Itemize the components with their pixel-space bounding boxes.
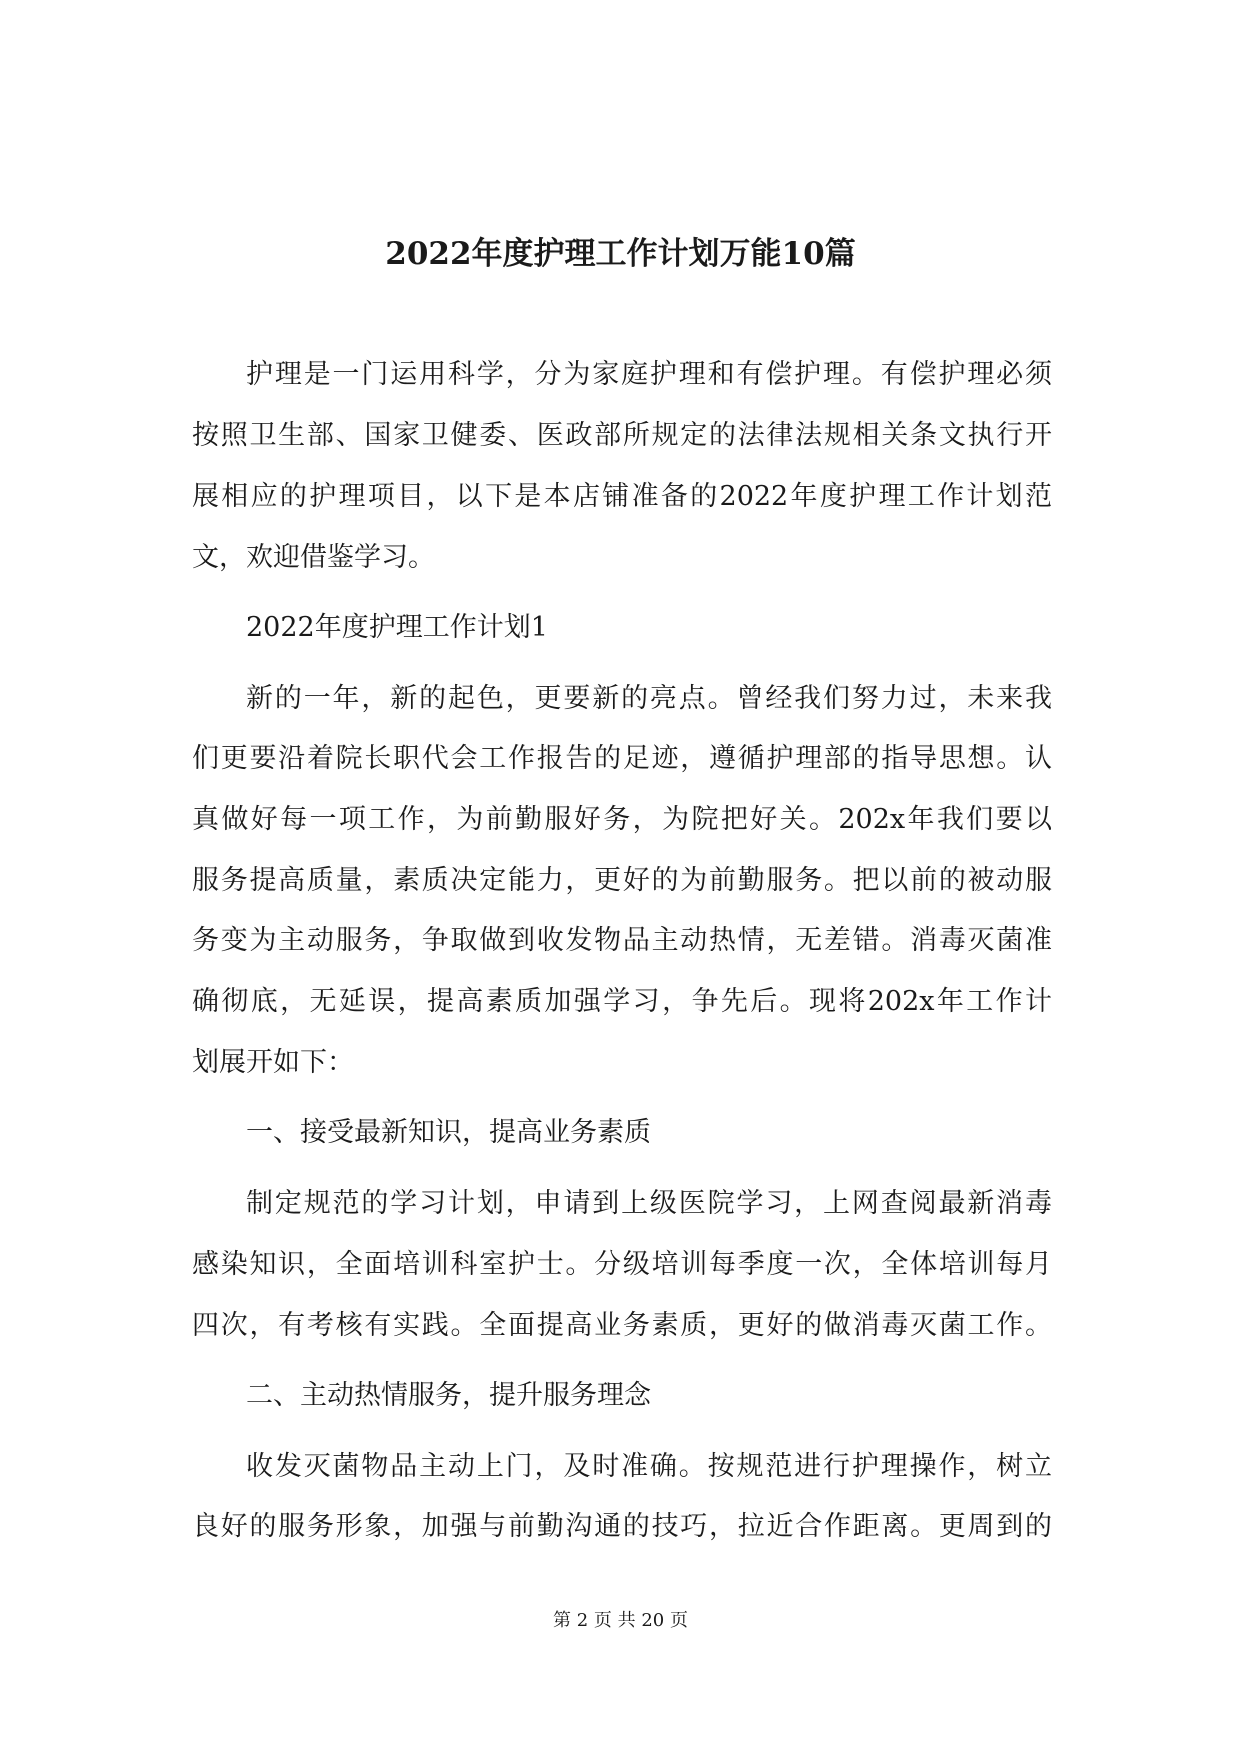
- text-line: 良好的服务形象，加强与前勤沟通的技巧，拉近合作距离。更周到的: [192, 1511, 1052, 1542]
- text-line: 感染知识，全面培训科室护士。分级培训每季度一次，全体培训每月: [192, 1249, 1052, 1280]
- text-line: 护理是一门运用科学，分为家庭护理和有偿护理。有偿护理必须: [246, 359, 1052, 390]
- page-title: 2022年度护理工作计划万能10篇: [385, 236, 856, 272]
- text-line: 们更要沿着院长职代会工作报告的足迹，遵循护理部的指导思想。认: [192, 743, 1052, 774]
- text-line: 新的一年，新的起色，更要新的亮点。曾经我们努力过，未来我: [246, 683, 1052, 714]
- text-line: 文，欢迎借鉴学习。: [192, 542, 435, 573]
- page-footer: 第 2 页 共 20 页: [553, 1610, 688, 1631]
- text-line: 展相应的护理项目，以下是本店铺准备的2022年度护理工作计划范: [192, 481, 1052, 512]
- text-line: 四次，有考核有实践。全面提高业务素质，更好的做消毒灭菌工作。: [192, 1310, 1052, 1341]
- section-heading: 一、接受最新知识，提高业务素质: [246, 1117, 651, 1148]
- text-line: 划展开如下：: [192, 1047, 354, 1078]
- text-line: 务变为主动服务，争取做到收发物品主动热情，无差错。消毒灭菌准: [192, 925, 1052, 956]
- section-heading: 2022年度护理工作计划1: [246, 612, 548, 643]
- text-line: 制定规范的学习计划，申请到上级医院学习，上网查阅最新消毒: [246, 1188, 1052, 1219]
- text-line: 服务提高质量，素质决定能力，更好的为前勤服务。把以前的被动服: [192, 865, 1052, 896]
- section-heading: 二、主动热情服务，提升服务理念: [246, 1380, 651, 1411]
- text-line: 按照卫生部、国家卫健委、医政部所规定的法律法规相关条文执行开: [192, 420, 1052, 451]
- text-line: 真做好每一项工作，为前勤服好务，为院把好关。202x年我们要以: [192, 804, 1052, 835]
- text-line: 确彻底，无延误，提高素质加强学习，争先后。现将202x年工作计: [192, 986, 1052, 1017]
- text-line: 收发灭菌物品主动上门，及时准确。按规范进行护理操作，树立: [246, 1451, 1052, 1482]
